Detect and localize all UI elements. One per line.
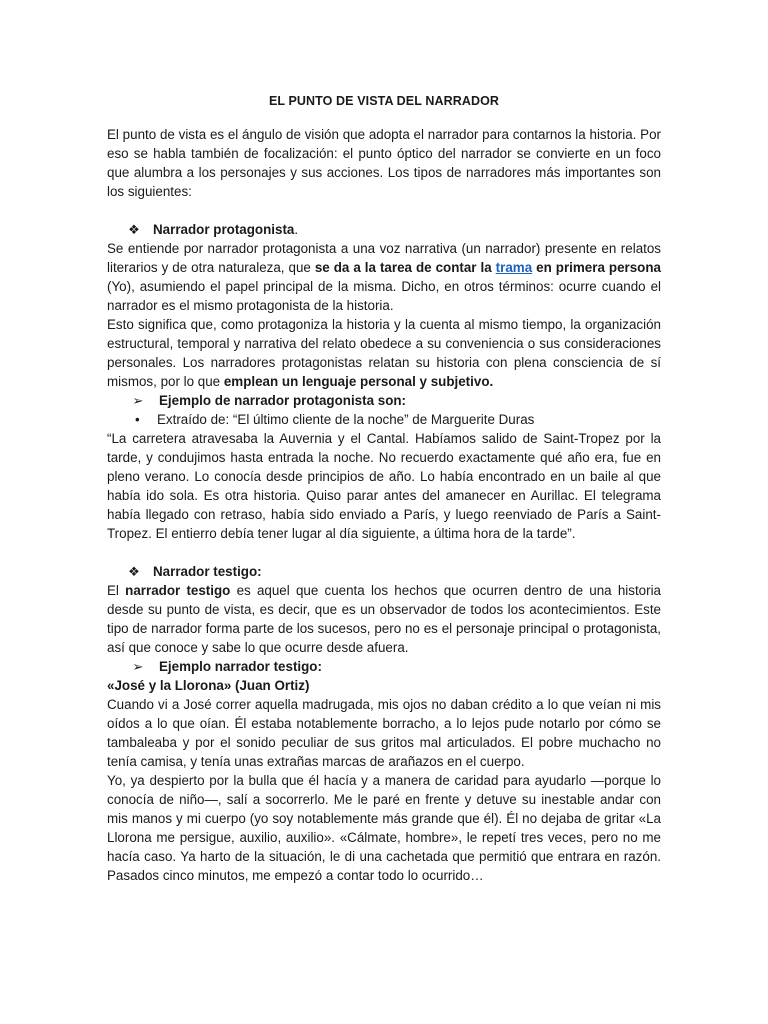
text: (Yo), asumiendo el papel principal de la misma. Dicho, en otros términos: ocurre cuando el narrador es el mismo protagonista de la historia. <box>107 279 661 313</box>
text: Se entiende por narrador protagonista a una voz narrativa (un narrador) presente en relatos literarios y de otra naturaleza, que <box>107 241 661 275</box>
section-heading-protagonista <box>107 220 661 239</box>
heading-text: Ejemplo narrador testigo: <box>159 659 322 674</box>
heading-suffix: . <box>294 222 299 237</box>
diamond-bullet-icon: ❖ <box>128 222 140 237</box>
text: es aquel que cuenta los hechos que ocurren dentro de una historia desde su punto de vista, es decir, que es un observador de todos los acontecimientos. Este tipo de narrador forma parte de los sucesos, pero no es el personaje principal o protagonista, así que conoce y sabe lo que ocurre desde afuera. <box>107 583 661 655</box>
example-heading-protagonista <box>107 391 661 410</box>
diamond-bullet-icon: ❖ <box>128 564 140 579</box>
bold-text: en primera persona <box>532 260 661 275</box>
example-heading-testigo <box>107 657 661 676</box>
spacer <box>107 201 661 220</box>
section-heading-testigo <box>107 562 661 581</box>
trama-link[interactable]: trama <box>495 260 533 275</box>
protagonista-quote: “La carretera atravesaba la Auvernia y el Cantal. Habíamos salido de Saint-Tropez por la tarde, y condujimos hasta entrada la noche. No recuerdo exactamente qué año era, fue en pleno verano. Lo conocía desde principios de año. Lo había encontrado en un baile al que había ido sola. Es otra historia. Quiso parar antes del amanecer en Aurillac. El telegrama había llegado con retraso, había sido enviado a París, y luego reenviado de París a Saint-Tropez. El entierro debía tener lugar al día siguiente, a última hora de la tarde”. <box>107 431 661 541</box>
source-bullet <box>107 410 661 429</box>
intro-paragraph: El punto de vista es el ángulo de visión que adopta el narrador para contarnos la historia. Por eso se habla también de focalización: el punto óptico del narrador se convierte en un foco que alumbra a los personajes y sus acciones. Los tipos de narradores más importantes son los siguientes: <box>107 127 661 199</box>
bold-text: narrador testigo <box>125 583 231 598</box>
story-paragraph-1: Cuando vi a José correr aquella madrugada, mis ojos no daban crédito a lo que veían ni mis oídos a lo que oían. Él estaba notablemente borracho, a lo lejos pude notarlo por cómo se tambaleaba y por el sonido peculiar de sus gritos mal articulados. El pobre muchacho no tenía camisa, y tenía unas extrañas marcas de arañazos en el cuerpo. <box>107 697 661 769</box>
bold-text: emplean un lenguaje personal y subjetivo. <box>223 374 494 389</box>
bullet-text: Extraído de: “El último cliente de la noche” de Marguerite Duras <box>157 412 535 427</box>
arrow-bullet-icon: ➢ <box>132 393 144 408</box>
arrow-bullet-icon: ➢ <box>132 659 144 674</box>
text: El <box>107 583 126 598</box>
heading-text: Ejemplo de narrador protagonista son: <box>159 393 407 408</box>
spacer <box>107 543 661 562</box>
bold-text: se da a la tarea de contar la <box>314 260 496 275</box>
work-title: «José y la Llorona» (Juan Ortiz) <box>107 678 310 693</box>
text: Esto significa que, como protagoniza la historia y la cuenta al mismo tiempo, la organización estructural, temporal y narrativa del relato obedece a su conveniencia o sus consideraciones personales. Los narradores protagonistas relatan su historia con plena consciencia de sí mismos, por lo que <box>107 317 661 389</box>
dot-bullet-icon: • <box>135 412 140 427</box>
testigo-paragraph-1 <box>107 581 661 657</box>
protagonista-paragraph-1 <box>107 239 661 315</box>
heading-text: Narrador testigo: <box>153 564 262 579</box>
story-paragraph-2: Yo, ya despierto por la bulla que él hacía y a manera de caridad para ayudarlo —porque lo conocía de niño—, salí a socorrerlo. Me le paré en frente y detuve su inestable andar con mis manos y mi cuerpo (yo soy notablemente más grande que él). Él no dejaba de gritar «La Llorona me persigue, auxilio, auxilio». «Cálmate, hombre», le repetí tres veces, pero no me hacía caso. Ya harto de la situación, le di una cachetada que permitió que entrara en razón. Pasados cinco minutos, me empezó a contar todo lo ocurrido… <box>107 773 661 883</box>
document-title: EL PUNTO DE VISTA DEL NARRADOR <box>268 94 500 108</box>
heading-text: Narrador protagonista <box>153 222 295 237</box>
protagonista-paragraph-2 <box>107 315 661 391</box>
